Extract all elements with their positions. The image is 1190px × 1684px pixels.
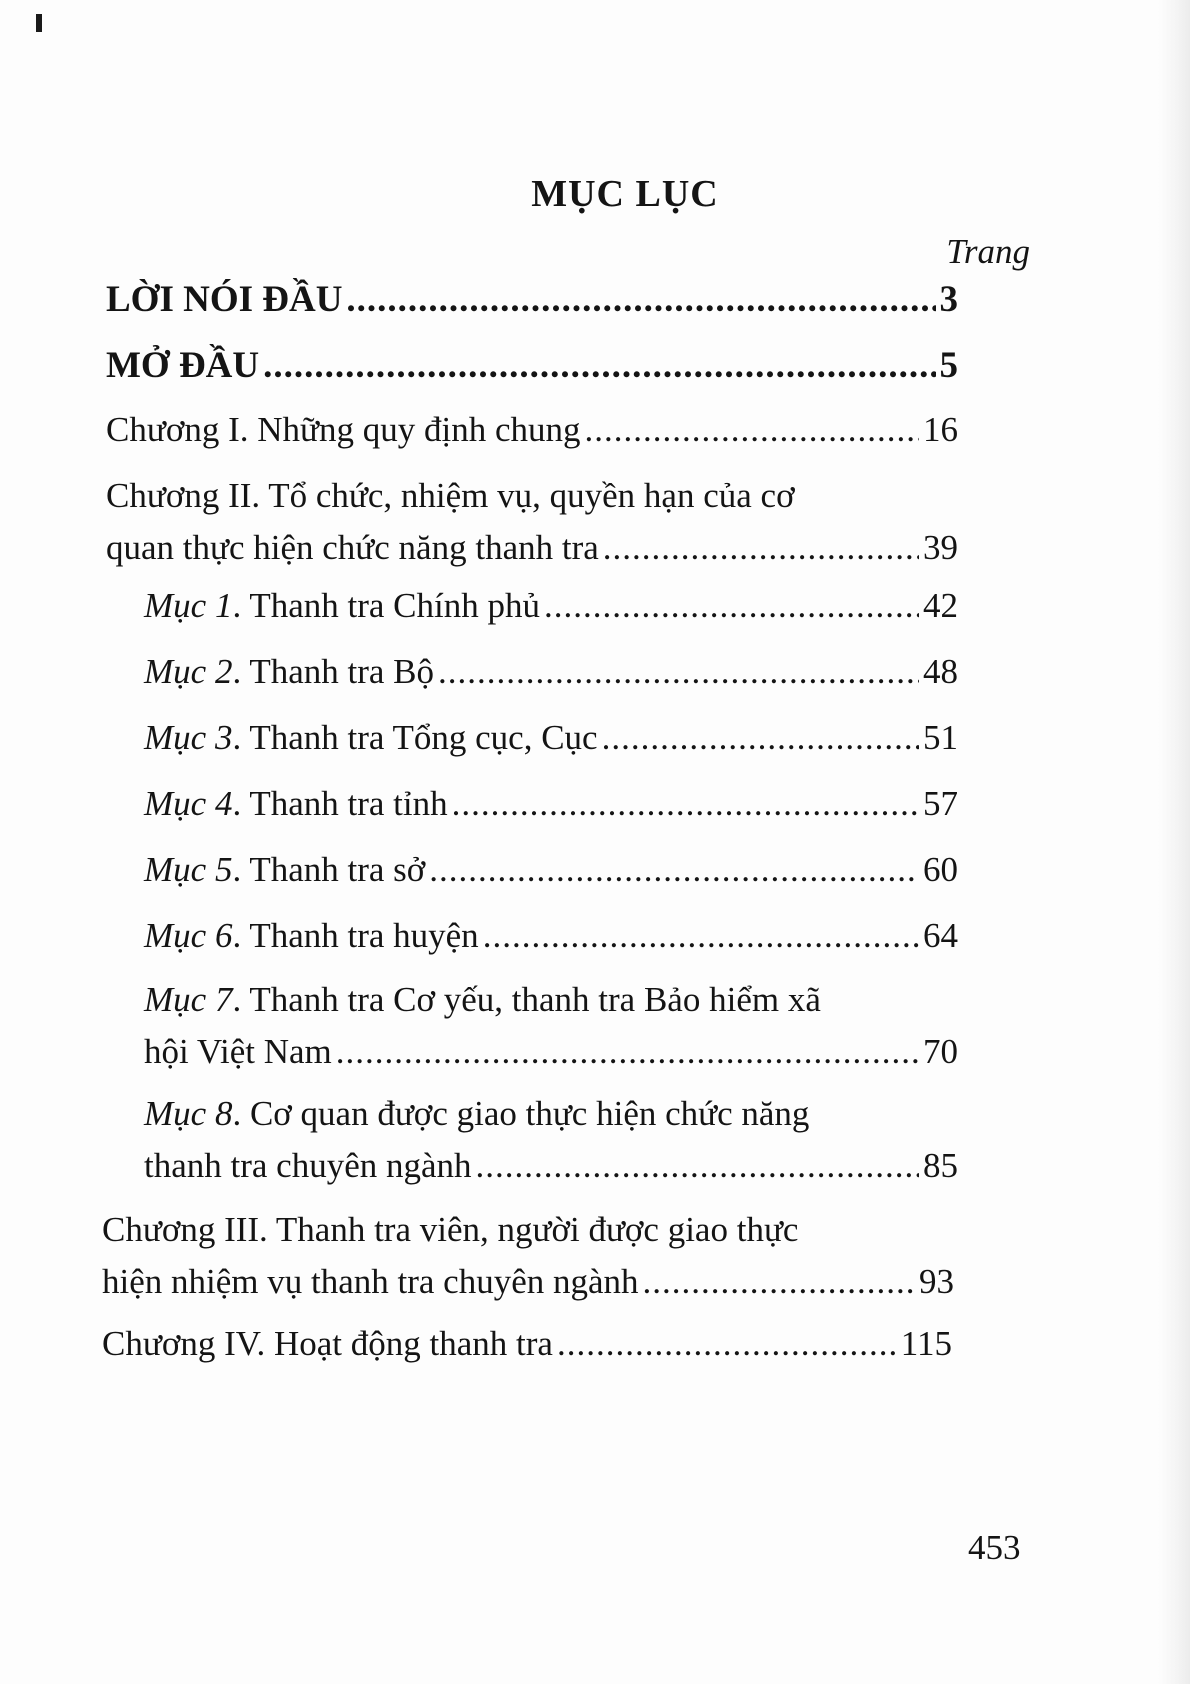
toc-entry-title: . Thanh tra tỉnh (232, 784, 448, 823)
dot-leader (483, 910, 919, 962)
toc-entry-page: 48 (923, 652, 958, 691)
section-prefix: Mục 5 (144, 850, 233, 889)
toc-entry[interactable] (144, 778, 958, 830)
dot-leader (263, 340, 935, 392)
section-prefix: Mục 8 (144, 1094, 233, 1133)
page-title: MỤC LỤC (531, 173, 719, 215)
dot-leader (557, 1318, 897, 1370)
toc-entry-page: 3 (939, 279, 958, 320)
toc-entry[interactable] (106, 274, 958, 326)
toc-entry-title: MỞ ĐẦU (106, 345, 260, 386)
page-column-label: Trang (946, 232, 1030, 271)
toc-entry[interactable] (102, 1204, 954, 1308)
dot-leader (476, 1140, 919, 1192)
toc-entry-title-cont: thanh tra chuyên ngành (144, 1146, 472, 1185)
toc-entry-page: 70 (923, 1032, 958, 1071)
toc-entry-page: 51 (923, 718, 958, 757)
section-prefix: Mục 3 (144, 718, 233, 757)
page-number: 453 (968, 1528, 1021, 1567)
dot-leader (336, 1026, 919, 1078)
toc-entry[interactable] (106, 470, 958, 574)
toc-entry-page: 64 (923, 916, 958, 955)
toc-entry-page: 42 (923, 586, 958, 625)
toc-entry[interactable] (144, 910, 958, 962)
scan-mark (36, 14, 42, 32)
section-prefix: Mục 7 (144, 980, 233, 1019)
toc-entry-title-cont: quan thực hiện chức năng thanh tra (106, 528, 599, 567)
toc-entry-title: Chương I. Những quy định chung (106, 410, 581, 449)
toc-entry-title: . Thanh tra Cơ yếu, thanh tra Bảo hiểm xã (232, 980, 821, 1019)
toc-entry-title: . Thanh tra huyện (232, 916, 479, 955)
dot-leader (603, 522, 919, 574)
dot-leader (584, 404, 919, 456)
toc-entry[interactable] (106, 404, 958, 456)
toc-entry-page: 85 (923, 1146, 958, 1185)
toc-entry-page: 5 (939, 345, 958, 386)
toc-entry-title: . Thanh tra sở (232, 850, 426, 889)
dot-leader (602, 712, 919, 764)
toc-entry-page: 93 (919, 1262, 954, 1301)
section-prefix: Mục 2 (144, 652, 233, 691)
toc-entry-title: Chương III. Thanh tra viên, người được giao thực (102, 1210, 799, 1249)
toc-entry[interactable] (102, 1318, 952, 1370)
toc-entry-page: 16 (923, 410, 958, 449)
toc-entry[interactable] (144, 712, 958, 764)
toc-entry[interactable] (144, 974, 958, 1078)
toc-entry-title-cont: hiện nhiệm vụ thanh tra chuyên ngành (102, 1262, 639, 1301)
toc-entry-title: Chương II. Tổ chức, nhiệm vụ, quyền hạn của cơ (106, 476, 795, 515)
toc-entry-title: . Thanh tra Chính phủ (232, 586, 540, 625)
toc-entry-title: Chương IV. Hoạt động thanh tra (102, 1324, 553, 1363)
dot-leader (452, 778, 919, 830)
section-prefix: Mục 4 (144, 784, 233, 823)
toc-entry[interactable] (144, 1088, 958, 1192)
dot-leader (544, 580, 919, 632)
dot-leader (643, 1256, 915, 1308)
toc-entry-page: 115 (900, 1324, 952, 1363)
section-prefix: Mục 1 (144, 586, 233, 625)
toc-entry[interactable] (144, 646, 958, 698)
toc-entry-page: 39 (923, 528, 958, 567)
toc-entry[interactable] (144, 844, 958, 896)
dot-leader (429, 844, 919, 896)
toc-entry-page: 57 (923, 784, 958, 823)
toc-entry-page: 60 (923, 850, 958, 889)
toc-entry-title: LỜI NÓI ĐẦU (106, 279, 343, 320)
page-edge-shadow (1158, 0, 1190, 1684)
toc-entry-title: . Thanh tra Tổng cục, Cục (232, 718, 598, 757)
toc-entry-title: . Cơ quan được giao thực hiện chức năng (232, 1094, 810, 1133)
dot-leader (438, 646, 919, 698)
toc-entry[interactable] (106, 340, 958, 392)
section-prefix: Mục 6 (144, 916, 233, 955)
dot-leader (346, 274, 935, 326)
toc-entry-title-cont: hội Việt Nam (144, 1032, 332, 1071)
toc-entry-title: . Thanh tra Bộ (232, 652, 434, 691)
toc-entry[interactable] (144, 580, 958, 632)
